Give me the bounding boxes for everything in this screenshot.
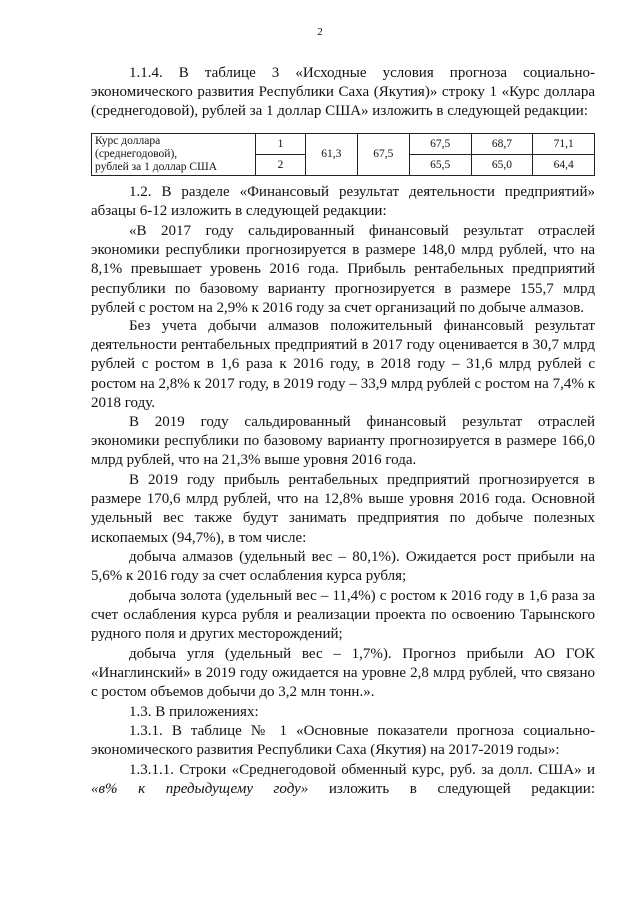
paragraph-1-3-1-1-end: изложить в следующей редакции: [308,781,595,798]
italic-phrase: «в% к предыдущему году» [91,781,309,798]
value-cell: 67,5 [409,134,471,155]
paragraph-2019-result: В 2019 году сальдированный финансовый результат отраслей экономики республики по базовому варианту прогнозируется в размере 166,0 млрд рублей, что на 21,3% выше уровня 2016 года. [91,414,595,469]
paragraph-1-3-1-1 [91,761,595,799]
merged-value-cell: 61,3 [305,134,357,176]
paragraph-1-2: 1.2. В разделе «Финансовый результат деятельности предприятий» абзацы 6-12 изложить в следующей редакции: [91,184,595,220]
row-label-line: (среднегодовой), [95,148,178,160]
paragraph-gold: добыча золота (удельный вес – 11,4%) с ростом к 2016 году в 1,6 раза за счет ослабления курса рубля и реализации проекта по освоению Тарынского рудного поля и других месторождений; [91,588,595,643]
paragraph-1-1-4: 1.1.4. В таблице 3 «Исходные условия прогноза социально-экономического развития Республики Саха (Якутия)» строку 1 «Курс доллара (среднегодовой), рублей за 1 доллар США» изложить в следующей редакции: [91,65,595,120]
paragraph-2019-profit: В 2019 году прибыль рентабельных предприятий прогнозируется в размере 170,6 млрд рублей, что на 12,8% выше уровня 2016 года. Основной удельный вес также будут занимать предприятия по добыче полезных ископаемых (94,7%), в том числе: [91,472,595,546]
merged-value-cell: 67,5 [357,134,409,176]
row-label-line: Курс доллара [95,135,161,147]
value-cell: 65,5 [409,155,471,176]
row-index-cell: 1 [256,134,306,155]
paragraph-1-3-1-1-text: 1.3.1.1. Строки «Среднегодовой обменный курс, руб. за долл. США» и [129,762,595,778]
value-cell: 65,0 [471,155,533,176]
row-label-cell [92,134,256,176]
value-cell: 71,1 [533,134,595,155]
paragraph-profit-2017: «В 2017 году сальдированный финансовый результат отраслей экономики республики прогнозируется в размере 148,0 млрд рублей, что на 8,1% превышает уровень 2016 года. Прибыль рентабельных предприятий республики по базовому варианту прогнозируется в размере 155,7 млрд рублей с ростом на 2,9% к 2016 году за счет организаций по добыче алмазов. [91,223,595,316]
value-cell: 64,4 [533,155,595,176]
row-index-cell: 2 [256,155,306,176]
paragraph-diamonds: добыча алмазов (удельный вес – 80,1%). Ожидается рост прибыли на 5,6% к 2016 году за счет ослабления курса рубля; [91,549,595,585]
table-row [92,134,595,155]
value-cell: 68,7 [471,134,533,155]
paragraph-without-diamonds: Без учета добычи алмазов положительный финансовый результат деятельности рентабельных предприятий в 2017 году оценивается в 30,7 млрд рублей с ростом в 1,6 раза к 2016 году, в 2018 году – 31,6 млрд рублей с ростом на 2,8% к 2017 году, в 2019 году – 33,9 млрд рублей с ростом на 7,4% к 2018 году. [91,318,595,411]
page-number: 2 [317,26,323,38]
paragraph-1-3-1: 1.3.1. В таблице № 1 «Основные показатели прогноза социально-экономического развития Республики Саха (Якутия) на 2017-2019 годы»: [91,723,595,759]
paragraph-1-3: 1.3. В приложениях: [129,704,259,720]
paragraph-coal: добыча угля (удельный вес – 1,7%). Прогноз прибыли АО ГОК «Инаглинский» в 2019 году ожидается на уровне 2,8 млрд рублей, что связано с ростом объемов добычи до 3,2 млн тонн.». [91,646,595,701]
exchange-rate-table [91,133,595,176]
row-label-line: рублей за 1 доллар США [95,161,218,173]
